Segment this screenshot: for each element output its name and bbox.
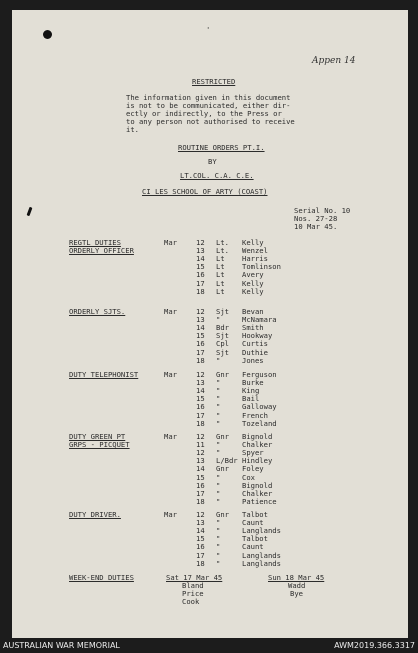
duty-name: Chalker — [242, 440, 273, 450]
notice-line: to any person not authorised to receive — [126, 117, 295, 126]
footer-institution: AUSTRALIAN WAR MEMORIAL — [3, 641, 120, 650]
duty-rank: " — [216, 558, 221, 568]
commanding-officer: LT.COL. C.A. C.E. — [180, 171, 254, 180]
duty-name: Kelly — [242, 238, 264, 247]
duty-day: 18 — [196, 286, 205, 296]
sunday-label: Sun 18 Mar 45 — [268, 573, 325, 582]
duty-rank: " — [216, 448, 221, 458]
section-heading: ORDERLY OFFICER — [69, 246, 134, 256]
duty-day: 17 — [196, 347, 205, 357]
duty-rank: " — [216, 496, 221, 506]
duty-day: 13 — [196, 378, 205, 388]
duty-day: 18 — [196, 496, 205, 506]
duty-day: 15 — [196, 262, 205, 272]
duty-rank: " — [216, 440, 221, 450]
duty-rank: " — [216, 550, 221, 560]
duty-rank: Gnr — [216, 464, 229, 474]
duty-name: Caunt — [242, 542, 264, 552]
duty-day: 16 — [196, 542, 205, 552]
duty-rank: Lt. — [216, 238, 229, 247]
duty-rank: " — [216, 418, 221, 428]
weekend-heading: WEEK-END DUTIES — [69, 573, 134, 582]
duty-day: 12 — [196, 238, 205, 247]
duty-rank: " — [216, 394, 221, 404]
duty-day: 17 — [196, 550, 205, 560]
section-heading: REGTL DUTIES — [69, 238, 121, 247]
duty-name: Cox — [242, 472, 255, 482]
duty-rank: Sjt — [216, 347, 229, 357]
duty-name: Galloway — [242, 402, 277, 412]
ink-mark — [27, 207, 33, 216]
duty-day: 13 — [196, 315, 205, 325]
saturday-name: Bland — [182, 581, 204, 590]
footer-accession-number: AWM2019.366.3317 — [334, 641, 415, 650]
duty-name: Langlands — [242, 550, 281, 560]
duty-rank: Bdr — [216, 323, 229, 333]
duty-day: 13 — [196, 456, 205, 466]
handwritten-annotation: Appen 14 — [312, 56, 356, 66]
notice-line: The information given in this document — [126, 93, 291, 102]
duty-rank: Gnr — [216, 370, 229, 379]
duty-day: 12 — [196, 432, 205, 441]
duty-day: 14 — [196, 254, 205, 264]
duty-rank: " — [216, 410, 221, 420]
duty-day: 15 — [196, 534, 205, 544]
sunday-name: Bye — [290, 589, 303, 598]
section-heading: DUTY TELEPHONIST — [69, 370, 139, 379]
duty-day: 15 — [196, 331, 205, 341]
duty-name: Hindley — [242, 456, 273, 466]
duty-rank: " — [216, 518, 221, 528]
duty-day: 14 — [196, 526, 205, 536]
section-heading: DUTY DRIVER. — [69, 510, 121, 519]
duty-rank: Lt — [216, 262, 225, 272]
duty-day: 18 — [196, 558, 205, 568]
saturday-label: Sat 17 Mar 45 — [166, 573, 223, 582]
duty-name: King — [242, 386, 260, 396]
duty-rank: " — [216, 480, 221, 490]
saturday-name: Price — [182, 589, 204, 598]
restricted-heading: RESTRICTED — [192, 77, 236, 86]
duty-name: Caunt — [242, 518, 264, 528]
section-month: Mar — [164, 370, 177, 379]
duty-name: McNamara — [242, 315, 277, 325]
duty-name: Wenzel — [242, 246, 268, 256]
duty-rank: Lt — [216, 286, 225, 296]
sunday-name: Wadd — [288, 581, 306, 590]
section-month: Mar — [164, 432, 177, 441]
duty-day: 12 — [196, 307, 205, 316]
duty-day: 12 — [196, 370, 205, 379]
notice-line: is not to be communicated, either dir- — [126, 101, 291, 110]
duty-rank: Lt — [216, 278, 225, 288]
duty-name: Tomlinson — [242, 262, 281, 272]
duty-day: 17 — [196, 278, 205, 288]
duty-name: Avery — [242, 270, 264, 280]
duty-rank: " — [216, 355, 221, 365]
duty-name: French — [242, 410, 268, 420]
unit-name: CI LES SCHOOL OF ARTY (COAST) — [142, 187, 268, 196]
duty-day: 12 — [196, 448, 205, 458]
duty-day: 15 — [196, 394, 205, 404]
duty-name: Langlands — [242, 558, 281, 568]
duty-name: Talbot — [242, 510, 268, 519]
duty-rank: " — [216, 488, 221, 498]
duty-rank: " — [216, 402, 221, 412]
duty-day: 16 — [196, 270, 205, 280]
duty-name: Smith — [242, 323, 264, 333]
duty-rank: L/Bdr — [216, 456, 238, 466]
duty-day: 18 — [196, 355, 205, 365]
notice-line: ectly or indirectly, to the Press or — [126, 109, 282, 118]
duty-name: Duthie — [242, 347, 268, 357]
duty-rank: Sjt — [216, 307, 229, 316]
duty-name: Foley — [242, 464, 264, 474]
duty-rank: " — [216, 378, 221, 388]
saturday-name: Cook — [182, 597, 200, 606]
section-heading: ORDERLY SJTS. — [69, 307, 126, 316]
duty-rank: Gnr — [216, 510, 229, 519]
duty-name: Langlands — [242, 526, 281, 536]
archive-footer — [0, 638, 418, 653]
notice-line: it. — [126, 125, 139, 134]
duty-day: 17 — [196, 410, 205, 420]
duty-name: Ferguson — [242, 370, 277, 379]
duty-day: 18 — [196, 418, 205, 428]
duty-rank: Lt — [216, 270, 225, 280]
duty-day: 17 — [196, 488, 205, 498]
duty-name: Kelly — [242, 278, 264, 288]
duty-name: Talbot — [242, 534, 268, 544]
duty-name: Patience — [242, 496, 277, 506]
section-heading: GRPS - PICQUET — [69, 440, 130, 450]
duty-name: Bevan — [242, 307, 264, 316]
duty-name: Spyer — [242, 448, 264, 458]
duty-rank: " — [216, 472, 221, 482]
duty-day: 14 — [196, 386, 205, 396]
duty-day: 11 — [196, 440, 205, 450]
duty-name: Kelly — [242, 286, 264, 296]
by-line: BY — [208, 157, 217, 166]
duty-rank: Lt. — [216, 246, 229, 256]
duty-name: Bignold — [242, 432, 273, 441]
duty-name: Curtis — [242, 339, 268, 349]
section-month: Mar — [164, 307, 177, 316]
duty-rank: " — [216, 534, 221, 544]
duty-rank: " — [216, 386, 221, 396]
duty-name: Chalker — [242, 488, 273, 498]
duty-name: Jones — [242, 355, 264, 365]
duty-rank: " — [216, 315, 221, 325]
order-numbers: Nos. 27-28 — [294, 214, 338, 223]
duty-day: 15 — [196, 472, 205, 482]
duty-rank: Cpl — [216, 339, 229, 349]
duty-day: 12 — [196, 510, 205, 519]
duty-day: 16 — [196, 480, 205, 490]
duty-name: Harris — [242, 254, 268, 264]
duty-day: 13 — [196, 518, 205, 528]
duty-rank: Sjt — [216, 331, 229, 341]
duty-day: 13 — [196, 246, 205, 256]
duty-day: 14 — [196, 323, 205, 333]
ink-blot — [43, 30, 52, 39]
duty-day: 14 — [196, 464, 205, 474]
duty-rank: Lt — [216, 254, 225, 264]
serial-number: Serial No. 10 — [294, 206, 351, 215]
duty-name: Bignold — [242, 480, 273, 490]
duty-name: Bail — [242, 394, 260, 404]
duty-name: Burke — [242, 378, 264, 388]
document-title: ROUTINE ORDERS PT.I. — [178, 143, 265, 152]
duty-rank: " — [216, 526, 221, 536]
order-date: 10 Mar 45. — [294, 222, 338, 231]
duty-rank: " — [216, 542, 221, 552]
duty-day: 16 — [196, 339, 205, 349]
section-month: Mar — [164, 238, 177, 247]
stray-mark: ' — [206, 25, 211, 34]
section-heading: DUTY GREEN PT — [69, 432, 126, 441]
duty-name: Tozeland — [242, 418, 277, 428]
section-month: Mar — [164, 510, 177, 519]
duty-rank: Gnr — [216, 432, 229, 441]
duty-day: 16 — [196, 402, 205, 412]
document-page — [12, 10, 408, 638]
duty-name: Hookway — [242, 331, 273, 341]
